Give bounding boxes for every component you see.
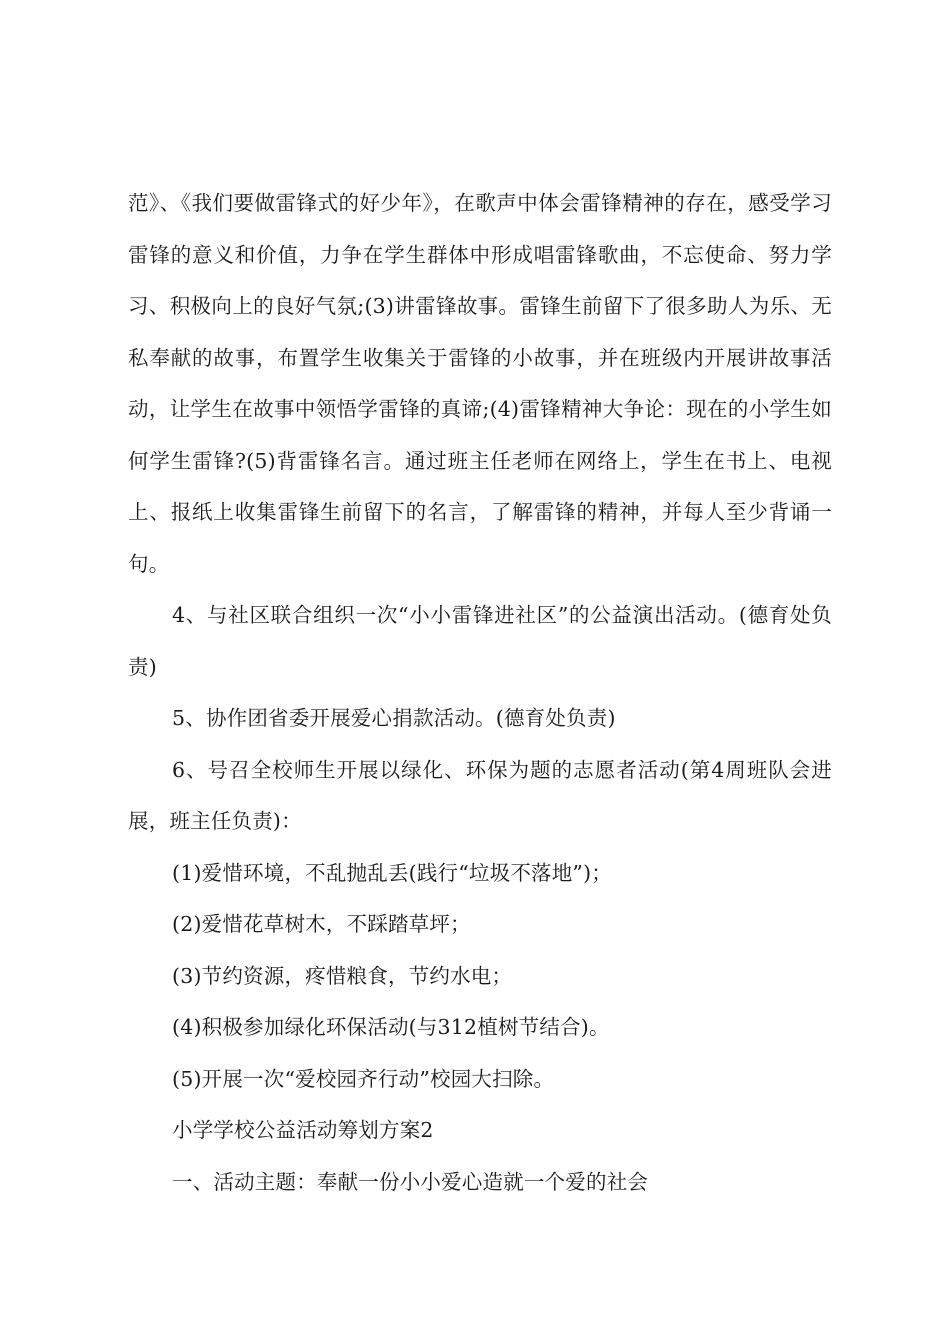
list-item-2: (2)爱惜花草树木，不踩踏草坪； <box>172 912 471 936</box>
list-item-5: (5)开展一次“爱校园齐行动”校园大扫除。 <box>172 1066 555 1091</box>
list-item-3: (3)节约资源，疼惜粮食，节约水电； <box>172 963 513 988</box>
list-item-1: (1)爱惜环境，不乱抛乱丢(践行“垃圾不落地”)； <box>172 860 612 885</box>
paragraph-lei-feng-activities: 范》、《我们要做雷锋式的好少年》，在歌声中体会雷锋精神的存在，感受学习雷锋的意义和价值，力争在学生群体中形成唱雷锋歌曲，不忘使命、努力学习、积极向上的良好气氛;(3)讲雷锋故事。雷锋生前留下了很多助人为乐、无私奉献的故事，布置学生收集关于雷锋的小故事，并在班级内开展讲故事活动，让学生在故事中领悟学雷锋的真谛;(4)雷锋精神大争论：现在的小学生如何学生雷锋?(5)背雷锋名言。通过班主任老师在网络上，学生在书上、电视上、报纸上收集雷锋生前留下的名言，了解雷锋的精神，并每人至少背诵一句。 <box>128 191 832 576</box>
paragraph-item-5: 5、协作团省委开展爱心捐款活动。(德育处负责) <box>172 706 616 730</box>
section-title-plan-2: 小学学校公益活动筹划方案2 <box>172 1118 434 1142</box>
document-page <box>128 178 832 1208</box>
section-heading-theme: 一、活动主题：奉献一份小小爱心造就一个爱的社会 <box>172 1169 649 1194</box>
paragraph-item-6: 6、号召全校师生开展以绿化、环保为题的志愿者活动(第4周班队会进展，班主任负责)： <box>128 757 832 833</box>
list-item-4: (4)积极参加绿化环保活动(与312植树节结合)。 <box>172 1015 610 1039</box>
paragraph-item-4: 4、与社区联合组织一次“小小雷锋进社区”的公益演出活动。(德育处负责) <box>128 603 832 679</box>
